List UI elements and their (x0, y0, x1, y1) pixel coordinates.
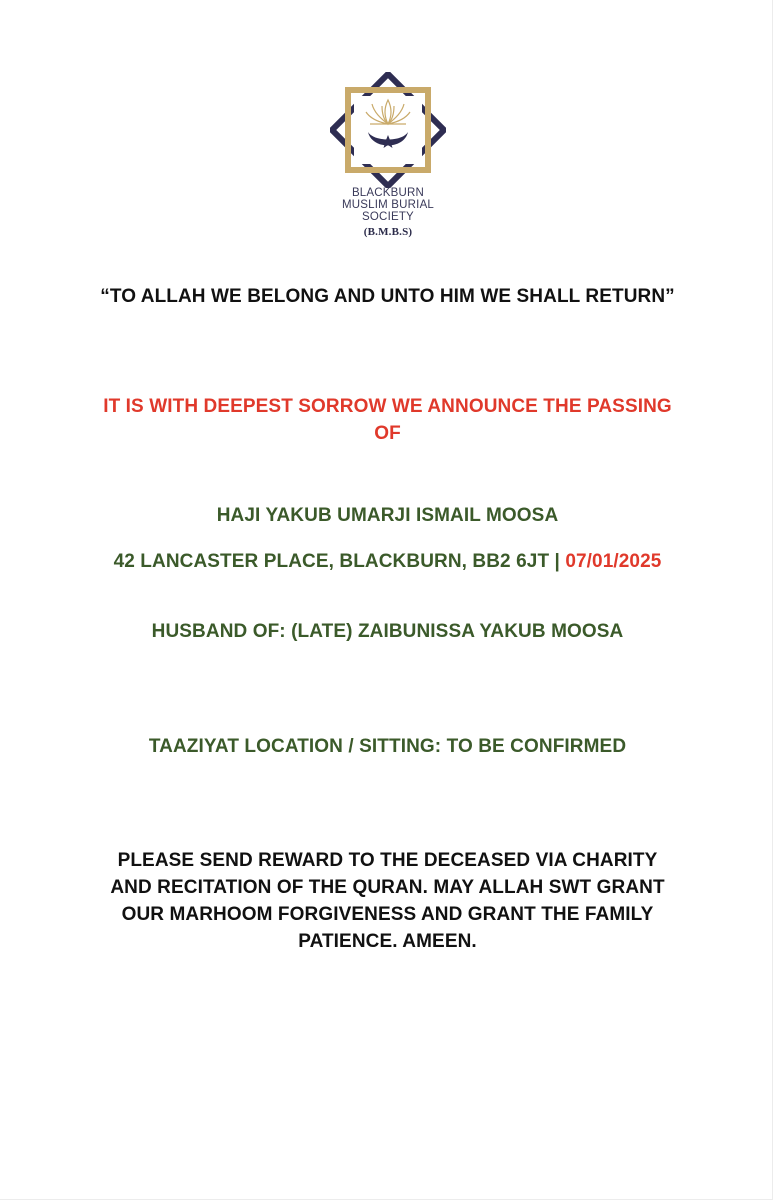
logo-text (288, 187, 488, 238)
logo-line-1: BLACKBURN (351, 187, 425, 199)
taaziyat-location: TAAZIYAT LOCATION / SITTING: TO BE CONFIRMED (148, 736, 627, 757)
address-and-date (100, 548, 675, 575)
logo-line-2: MUSLIM BURIAL (341, 199, 435, 211)
address-text: 42 LANCASTER PLACE, BLACKBURN, BB2 6JT | (113, 551, 566, 572)
bmbs-logo-icon (330, 72, 446, 188)
announcement-heading: IT IS WITH DEEPEST SORROW WE ANNOUNCE THE PASSING OF (103, 396, 672, 444)
husband-of: HUSBAND OF: (LATE) ZAIBUNISSA YAKUB MOOSA (151, 621, 624, 642)
date-of-passing: 07/01/2025 (565, 551, 662, 572)
deceased-name: HAJI YAKUB UMARJI ISMAIL MOOSA (216, 505, 559, 526)
logo-line-3: SOCIETY (362, 211, 414, 223)
logo-abbreviation: (B.M.B.S) (363, 226, 413, 238)
reward-request: PLEASE SEND REWARD TO THE DECEASED VIA CHARITY AND RECITATION OF THE QURAN. MAY ALLAH SWT GRANT OUR MARHOOM FORGIVENESS AND GRANT THE FAMILY PATIENCE. AMEEN. (110, 850, 665, 952)
quran-quote: “TO ALLAH WE BELONG AND UNTO HIM WE SHALL RETURN” (100, 286, 675, 307)
